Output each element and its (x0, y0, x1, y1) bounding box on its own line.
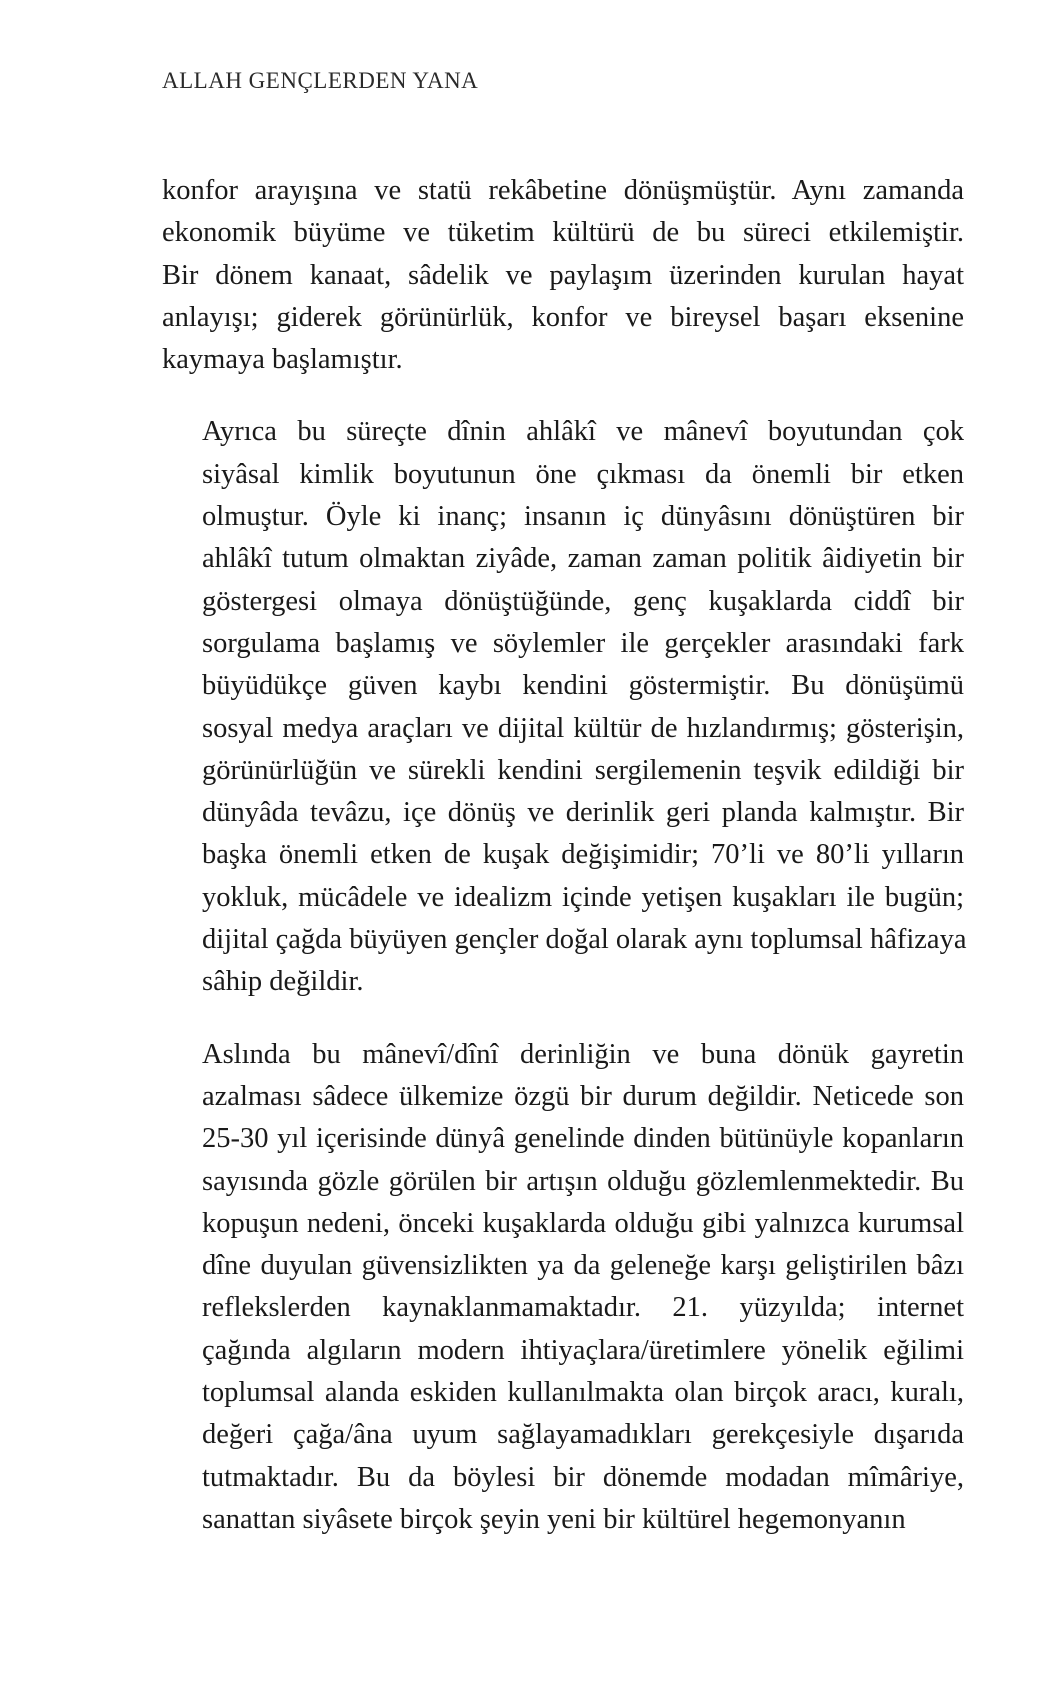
text-line: sanattan siyâsete birçok şeyin yeni bir kültürel hegemonyanın (202, 1503, 906, 1535)
text-line: kopuşun nedeni, önceki kuşaklarda olduğu gibi yalnızca kurumsal (202, 1207, 964, 1239)
paragraph (162, 170, 964, 381)
text-line: göstergesi olmaya dönüştüğünde, genç kuşaklarda ciddî bir (202, 585, 964, 617)
text-line: dünyâda tevâzu, içe dönüş ve derinlik geri planda kalmıştır. Bir (202, 797, 964, 829)
text-line: sayısında gözle görülen bir artışın olduğu gözlemlenmektedir. Bu (202, 1165, 964, 1197)
text-line: konfor arayışına ve statü rekâbetine dönüşmüştür. Aynı zamanda (162, 175, 964, 206)
text-line: toplumsal alanda eskiden kullanılmakta olan birçok aracı, kuralı, (202, 1377, 964, 1409)
text-line: Aslında bu mânevî/dînî derinliğin ve buna dönük gayretin (202, 1038, 964, 1070)
text-line: sâhip değildir. (202, 966, 364, 998)
text-line: dîne duyulan güvensizlikten ya da geleneğe karşı geliştirilen bâzı (202, 1250, 964, 1282)
text-line: başka önemli etken de kuşak değişimidir; 70’li ve 80’li yılların (202, 839, 964, 871)
text-line: kaymaya başlamıştır. (162, 344, 403, 376)
text-line: sorgulama başlamış ve söylemler ile gerçekler arasındaki fark (202, 627, 964, 659)
text-line: Bir dönem kanaat, sâdelik ve paylaşım üzerinden kurulan hayat (162, 259, 964, 291)
text-line: çağında algıların modern ihtiyaçlara/üretimlere yönelik eğilimi (202, 1334, 964, 1366)
text-line: ahlâkî tutum olmaktan ziyâde, zaman zaman politik âidiyetin bir (202, 543, 964, 575)
running-header: ALLAH GENÇLERDEN YANA (162, 68, 479, 93)
paragraph (162, 411, 967, 1003)
paragraph (162, 1034, 964, 1542)
text-line: Ayrıca bu süreçte dînin ahlâkî ve mânevî boyutundan çok (202, 416, 964, 448)
text-line: yokluk, mücâdele ve idealizm içinde yetişen kuşakları ile bugün; (202, 881, 964, 913)
text-line: anlayışı; giderek görünürlük, konfor ve bireysel başarı eksenine (162, 301, 964, 333)
text-line: değeri çağa/âna uyum sağlayamadıkları gerekçesiyle dışarıda (202, 1419, 964, 1451)
text-line: siyâsal kimlik boyutunun öne çıkması da önemli bir etken (202, 458, 964, 490)
text-line: olmuştur. Öyle ki inanç; insanın iç dünyâsını dönüştüren bir (202, 501, 964, 533)
text-line: görünürlüğün ve sürekli kendini sergilemenin teşvik edildiği bir (202, 754, 964, 786)
body-text (162, 170, 967, 1541)
text-line: reflekslerden kaynaklanmamaktadır. 21. yüzyılda; internet (202, 1292, 964, 1324)
text-line: ekonomik büyüme ve tüketim kültürü de bu süreci etkilemiştir. (162, 217, 964, 249)
text-line: büyüdükçe güven kaybı kendini göstermiştir. Bu dönüşümü (202, 670, 964, 702)
text-line: sosyal medya araçları ve dijital kültür de hızlandırmış; gösterişin, (202, 712, 964, 744)
text-line: tutmaktadır. Bu da böylesi bir dönemde modadan mîmâriye, (202, 1461, 964, 1493)
text-line: dijital çağda büyüyen gençler doğal olarak aynı toplumsal hâfizaya (202, 924, 967, 956)
text-line: 25-30 yıl içerisinde dünyâ genelinde dinden bütünüyle kopanların (202, 1123, 964, 1155)
text-line: azalması sâdece ülkemize özgü bir durum değildir. Neticede son (202, 1080, 964, 1112)
